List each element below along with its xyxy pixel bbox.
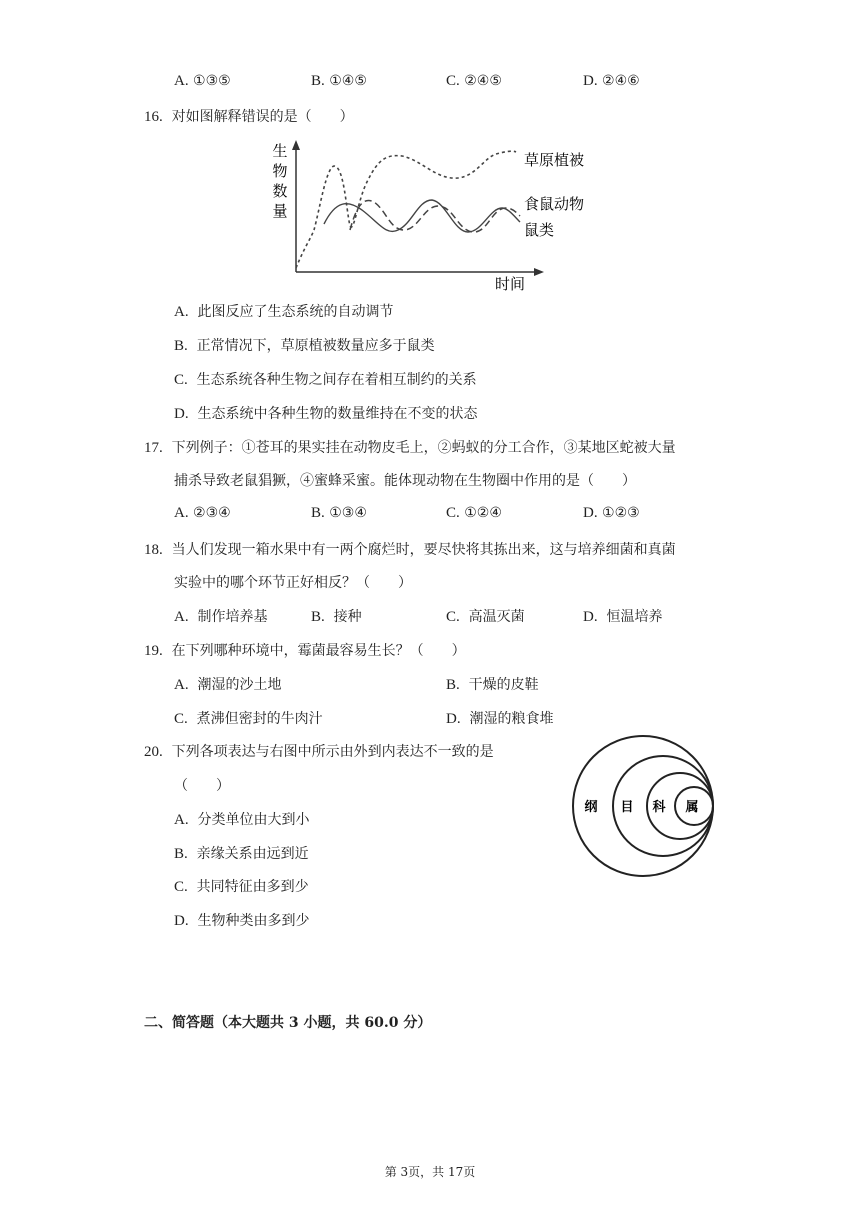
y-axis-arrow xyxy=(292,140,300,150)
label-order: 目 xyxy=(620,800,634,815)
q16-option-b: B. 正常情况下，草原植被数量应多于鼠类 xyxy=(174,338,435,354)
q18-stem-line1: 18. 当人们发现一箱水果中有一两个腐烂时，要尽快将其拣出来，这与培养细菌和真菌 xyxy=(144,542,676,558)
q17-option-b: B. ①③④ xyxy=(311,505,367,521)
label-family: 科 xyxy=(652,800,666,815)
x-axis-arrow xyxy=(534,268,544,276)
q19-option-b: B. 干燥的皮鞋 xyxy=(446,677,539,693)
q17-stem-line1: 17. 下列例子：①苍耳的果实挂在动物皮毛上，②蚂蚁的分工合作，③某地区蛇被大量 xyxy=(144,440,676,456)
ylabel-char: 生 xyxy=(272,142,288,160)
q16-stem: 16. 对如图解释错误的是（ ） xyxy=(144,109,354,125)
q20-stem-line2: （ ） xyxy=(174,778,230,794)
ylabel-char: 数 xyxy=(272,182,288,200)
q18-option-b: B. 接种 xyxy=(311,609,362,625)
q20-option-c: C. 共同特征由多到少 xyxy=(174,879,309,895)
q16-option-a: A. 此图反应了生态系统的自动调节 xyxy=(174,304,394,320)
ylabel-char: 量 xyxy=(272,202,288,220)
taxonomy-circles-diagram xyxy=(568,733,718,881)
q17-option-d: D. ①②③ xyxy=(583,505,640,521)
q15-option-d: D. ②④⑥ xyxy=(583,73,640,89)
q17-stem-line2: 捕杀导致老鼠猖獗，④蜜蜂采蜜。能体现动物在生物圈中作用的是（ ） xyxy=(174,473,636,489)
legend-grassland: 草原植被 xyxy=(524,151,585,169)
q17-option-c: C. ①②④ xyxy=(446,505,502,521)
legend-predator: 食鼠动物 xyxy=(524,195,585,213)
label-genus: 属 xyxy=(685,800,699,815)
page-footer: 第 3页，共 17页 xyxy=(384,1165,476,1179)
q16-option-c: C. 生态系统各种生物之间存在着相互制约的关系 xyxy=(174,372,477,388)
q19-option-c: C. 煮沸但密封的牛肉汁 xyxy=(174,711,323,727)
q18-option-a: A. 制作培养基 xyxy=(174,609,268,625)
section-2-title: 二、简答题（本大题共 3 小题，共 60.0 分） xyxy=(144,1015,432,1031)
q20-option-b: B. 亲缘关系由远到近 xyxy=(174,846,309,862)
q17-option-a: A. ②③④ xyxy=(174,505,231,521)
q19-stem: 19. 在下列哪种环境中，霉菌最容易生长？（ ） xyxy=(144,643,466,659)
population-graph xyxy=(262,138,602,298)
q15-option-a: A. ①③⑤ xyxy=(174,73,231,89)
q18-option-d: D. 恒温培养 xyxy=(583,609,663,625)
legend-rodent: 鼠类 xyxy=(524,221,555,239)
series-grassland xyxy=(296,151,516,268)
q15-option-b: B. ①④⑤ xyxy=(311,73,367,89)
label-class: 纲 xyxy=(584,800,598,815)
q20-option-a: A. 分类单位由大到小 xyxy=(174,812,310,828)
q15-option-c: C. ②④⑤ xyxy=(446,73,502,89)
series-rodent xyxy=(350,200,520,232)
q18-option-c: C. 高温灭菌 xyxy=(446,609,525,625)
q16-option-d: D. 生态系统中各种生物的数量维持在不变的状态 xyxy=(174,406,478,422)
q20-option-d: D. 生物种类由多到少 xyxy=(174,913,310,929)
q19-option-a: A. 潮湿的沙土地 xyxy=(174,677,282,693)
q20-stem-line1: 20. 下列各项表达与右图中所示由外到内表达不一致的是 xyxy=(144,744,494,760)
q19-option-d: D. 潮湿的粮食堆 xyxy=(446,711,554,727)
xlabel: 时间 xyxy=(494,275,526,293)
q18-stem-line2: 实验中的哪个环节正好相反？（ ） xyxy=(174,575,412,591)
ylabel-char: 物 xyxy=(272,162,288,180)
series-predator xyxy=(324,200,520,232)
